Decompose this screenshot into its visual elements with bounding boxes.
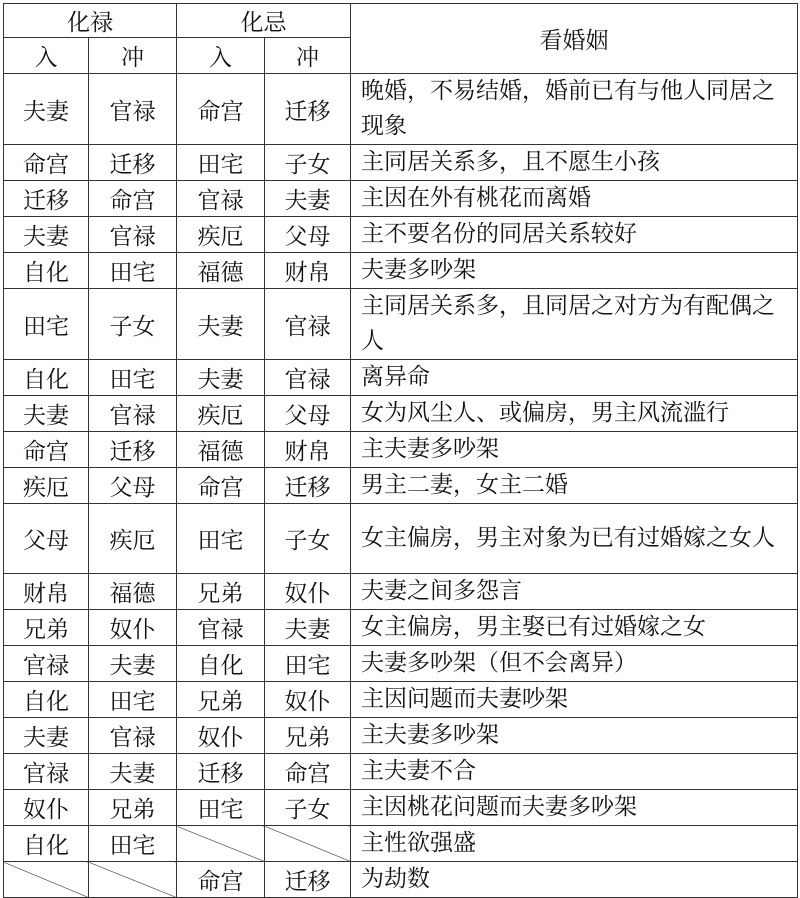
cell-hj-chong: 兄弟 xyxy=(265,718,351,754)
cell-hl-ru: 父母 xyxy=(4,504,89,574)
cell-hj-ru: 官禄 xyxy=(177,610,265,646)
cell-hl-chong: 迁移 xyxy=(89,432,177,468)
cell-hl-ru: 夫妻 xyxy=(4,217,89,253)
table-row xyxy=(4,862,798,898)
table-row xyxy=(4,574,798,610)
cell-hl-chong: 夫妻 xyxy=(89,754,177,790)
cell-hl-chong: 田宅 xyxy=(89,360,177,396)
cell-hj-ru: 命宫 xyxy=(177,468,265,504)
empty-diagonal-cell xyxy=(4,862,89,898)
cell-hj-ru: 福德 xyxy=(177,253,265,289)
table-row xyxy=(4,718,798,754)
cell-hl-ru: 官禄 xyxy=(4,754,89,790)
empty-diagonal-cell xyxy=(265,826,351,862)
cell-hl-chong: 父母 xyxy=(89,468,177,504)
cell-hl-ru: 命宫 xyxy=(4,145,89,181)
cell-hj-ru: 福德 xyxy=(177,432,265,468)
cell-hj-ru: 官禄 xyxy=(177,181,265,217)
cell-marriage-note: 主夫妻多吵架 xyxy=(351,718,798,754)
header-hualu: 化禄 xyxy=(4,4,177,38)
cell-marriage-note: 主因桃花问题而夫妻多吵架 xyxy=(351,790,798,826)
cell-hj-chong: 奴仆 xyxy=(265,574,351,610)
header-huaji-chong: 冲 xyxy=(265,38,351,74)
cell-hl-chong: 官禄 xyxy=(89,74,177,145)
cell-hj-ru: 疾厄 xyxy=(177,396,265,432)
table-row xyxy=(4,396,798,432)
cell-hl-chong: 田宅 xyxy=(89,253,177,289)
cell-marriage-note: 主夫妻多吵架 xyxy=(351,432,798,468)
cell-hj-ru: 夫妻 xyxy=(177,360,265,396)
cell-marriage-note: 为劫数 xyxy=(351,862,798,898)
table-row xyxy=(4,360,798,396)
table-row xyxy=(4,646,798,682)
cell-hl-chong: 兄弟 xyxy=(89,790,177,826)
cell-hj-chong: 子女 xyxy=(265,790,351,826)
cell-hj-ru: 田宅 xyxy=(177,504,265,574)
cell-marriage-note: 女主偏房，男主娶已有过婚嫁之女 xyxy=(351,610,798,646)
cell-hj-chong: 命宫 xyxy=(265,754,351,790)
cell-marriage-note: 离异命 xyxy=(351,360,798,396)
header-huaji: 化忌 xyxy=(177,4,351,38)
cell-hl-chong: 命宫 xyxy=(89,181,177,217)
cell-hl-ru: 夫妻 xyxy=(4,74,89,145)
table-row xyxy=(4,754,798,790)
cell-hl-ru: 疾厄 xyxy=(4,468,89,504)
table-row xyxy=(4,790,798,826)
cell-hl-chong: 官禄 xyxy=(89,718,177,754)
cell-marriage-note: 女为风尘人、或偏房，男主风流滥行 xyxy=(351,396,798,432)
cell-hl-ru: 奴仆 xyxy=(4,790,89,826)
cell-hj-ru: 夫妻 xyxy=(177,289,265,360)
cell-hl-chong: 迁移 xyxy=(89,145,177,181)
cell-hj-chong: 迁移 xyxy=(265,862,351,898)
cell-marriage-note: 晚婚，不易结婚，婚前已有与他人同居之现象 xyxy=(351,74,798,145)
cell-marriage-note: 主因问题而夫妻吵架 xyxy=(351,682,798,718)
empty-diagonal-cell xyxy=(89,862,177,898)
cell-hl-ru: 自化 xyxy=(4,826,89,862)
cell-marriage-note: 主同居关系多，且同居之对方为有配偶之人 xyxy=(351,289,798,360)
table-row xyxy=(4,74,798,145)
cell-hl-chong: 夫妻 xyxy=(89,646,177,682)
header-huaji-ru: 入 xyxy=(177,38,265,74)
cell-hl-chong: 奴仆 xyxy=(89,610,177,646)
cell-hj-ru: 奴仆 xyxy=(177,718,265,754)
table-row xyxy=(4,826,798,862)
cell-hj-chong: 子女 xyxy=(265,504,351,574)
header-hualu-chong: 冲 xyxy=(89,38,177,74)
cell-hl-chong: 官禄 xyxy=(89,217,177,253)
cell-hj-ru: 兄弟 xyxy=(177,574,265,610)
cell-hl-chong: 子女 xyxy=(89,289,177,360)
cell-hl-ru: 夫妻 xyxy=(4,718,89,754)
table-row xyxy=(4,432,798,468)
cell-hj-ru: 命宫 xyxy=(177,74,265,145)
cell-hj-chong: 官禄 xyxy=(265,289,351,360)
cell-hl-ru: 财帛 xyxy=(4,574,89,610)
cell-hj-chong: 财帛 xyxy=(265,432,351,468)
cell-marriage-note: 主不要名份的同居关系较好 xyxy=(351,217,798,253)
cell-marriage-note: 夫妻之间多怨言 xyxy=(351,574,798,610)
cell-marriage-note: 男主二妻，女主二婚 xyxy=(351,468,798,504)
table-row xyxy=(4,682,798,718)
cell-hj-ru: 兄弟 xyxy=(177,682,265,718)
table-row xyxy=(4,217,798,253)
cell-hj-ru: 田宅 xyxy=(177,790,265,826)
header-hualu-ru: 入 xyxy=(4,38,89,74)
table-row xyxy=(4,181,798,217)
cell-hj-chong: 奴仆 xyxy=(265,682,351,718)
table-body xyxy=(4,74,798,898)
cell-hj-ru: 迁移 xyxy=(177,754,265,790)
table-row xyxy=(4,145,798,181)
empty-diagonal-cell xyxy=(177,826,265,862)
cell-hj-chong: 父母 xyxy=(265,217,351,253)
table-row xyxy=(4,504,798,574)
cell-hj-chong: 子女 xyxy=(265,145,351,181)
cell-marriage-note: 夫妻多吵架（但不会离异） xyxy=(351,646,798,682)
cell-hj-chong: 夫妻 xyxy=(265,610,351,646)
cell-marriage-note: 主因在外有桃花而离婚 xyxy=(351,181,798,217)
table-row xyxy=(4,253,798,289)
cell-hj-ru: 命宫 xyxy=(177,862,265,898)
cell-hj-chong: 田宅 xyxy=(265,646,351,682)
cell-hl-ru: 自化 xyxy=(4,360,89,396)
cell-hj-chong: 父母 xyxy=(265,396,351,432)
cell-hj-chong: 官禄 xyxy=(265,360,351,396)
cell-hl-ru: 官禄 xyxy=(4,646,89,682)
cell-hl-chong: 田宅 xyxy=(89,826,177,862)
cell-hl-ru: 命宫 xyxy=(4,432,89,468)
cell-marriage-note: 女主偏房，男主对象为已有过婚嫁之女人 xyxy=(351,504,798,574)
table-row xyxy=(4,468,798,504)
cell-hj-ru: 疾厄 xyxy=(177,217,265,253)
cell-hl-chong: 官禄 xyxy=(89,396,177,432)
cell-hl-ru: 自化 xyxy=(4,253,89,289)
cell-hl-ru: 兄弟 xyxy=(4,610,89,646)
cell-hj-chong: 迁移 xyxy=(265,468,351,504)
cell-hj-chong: 夫妻 xyxy=(265,181,351,217)
cell-hl-chong: 福德 xyxy=(89,574,177,610)
cell-marriage-note: 夫妻多吵架 xyxy=(351,253,798,289)
cell-hl-chong: 疾厄 xyxy=(89,504,177,574)
table-row xyxy=(4,289,798,360)
cell-marriage-note: 主同居关系多，且不愿生小孩 xyxy=(351,145,798,181)
cell-hj-ru: 田宅 xyxy=(177,145,265,181)
cell-hl-ru: 夫妻 xyxy=(4,396,89,432)
cell-hl-ru: 迁移 xyxy=(4,181,89,217)
marriage-table xyxy=(3,3,798,898)
cell-hj-chong: 迁移 xyxy=(265,74,351,145)
cell-hj-chong: 财帛 xyxy=(265,253,351,289)
cell-marriage-note: 主性欲强盛 xyxy=(351,826,798,862)
cell-hl-ru: 田宅 xyxy=(4,289,89,360)
cell-marriage-note: 主夫妻不合 xyxy=(351,754,798,790)
cell-hl-chong: 田宅 xyxy=(89,682,177,718)
cell-hj-ru: 自化 xyxy=(177,646,265,682)
header-marriage: 看婚姻 xyxy=(351,4,798,74)
table-row xyxy=(4,610,798,646)
cell-hl-ru: 自化 xyxy=(4,682,89,718)
